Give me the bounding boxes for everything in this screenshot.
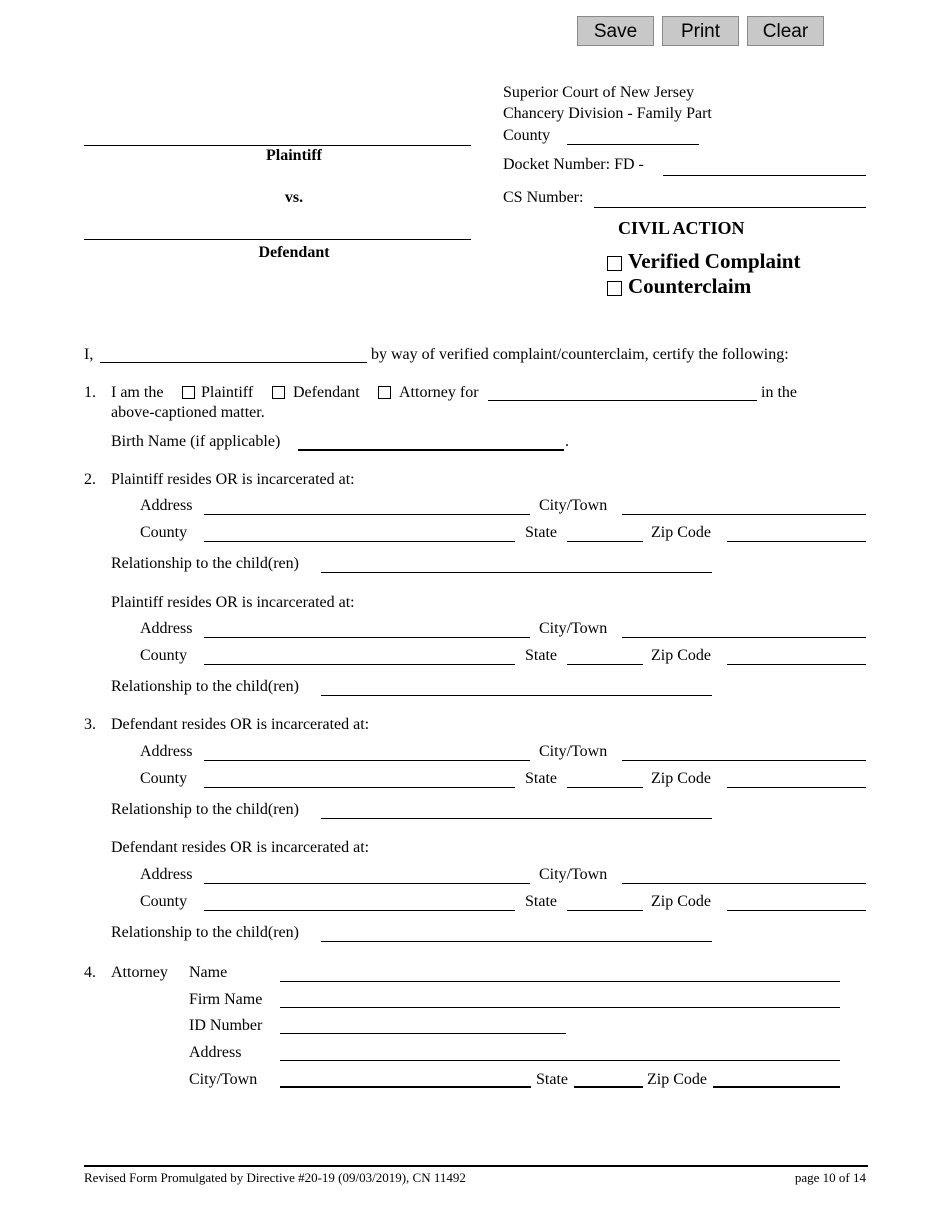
d1-state-field[interactable] [567, 787, 643, 788]
verified-complaint-checkbox[interactable] [607, 256, 622, 271]
d2-relationship-field[interactable] [321, 941, 712, 942]
item1-iam: I am the [111, 384, 164, 401]
vs-label: vs. [284, 189, 304, 206]
cs-label: CS Number: [503, 189, 584, 206]
item1-plaintiff-label: Plaintiff [201, 384, 254, 401]
p2-relationship-label: Relationship to the child(ren) [111, 678, 299, 695]
d1-zip-label: Zip Code [651, 770, 711, 787]
counterclaim-checkbox[interactable] [607, 281, 622, 296]
d2-city-label: City/Town [539, 866, 608, 883]
item3-heading: Defendant resides OR is incarcerated at: [111, 716, 370, 733]
p1-county-field[interactable] [204, 541, 515, 542]
plaintiff-checkbox[interactable] [182, 386, 195, 399]
p1-city-field[interactable] [622, 514, 866, 515]
attorney-for-field[interactable] [488, 400, 757, 401]
footer-revision: Revised Form Promulgated by Directive #20-19 (09/03/2019), CN 11492 [84, 1170, 466, 1185]
d2-city-field[interactable] [622, 883, 866, 884]
attorney-checkbox[interactable] [378, 386, 391, 399]
county-label: County [503, 127, 551, 144]
attorney-state-label: State [536, 1071, 568, 1088]
defendant-name-field[interactable] [84, 239, 471, 240]
item2-heading: Plaintiff resides OR is incarcerated at: [111, 471, 355, 488]
item4-number: 4. [84, 964, 96, 981]
p1-address-field[interactable] [204, 514, 530, 515]
verified-complaint-label: Verified Complaint [628, 249, 801, 273]
d2-zip-label: Zip Code [651, 893, 711, 910]
attorney-id-field[interactable] [280, 1033, 566, 1034]
item1-in-the: in the [761, 384, 797, 401]
d1-relationship-label: Relationship to the child(ren) [111, 801, 299, 818]
p2-relationship-field[interactable] [321, 695, 712, 696]
cs-number-field[interactable] [594, 207, 866, 208]
p1-address-label: Address [140, 497, 193, 514]
print-button[interactable]: Print [662, 16, 739, 46]
attorney-zip-field[interactable] [713, 1086, 840, 1088]
attorney-address-field[interactable] [280, 1060, 840, 1061]
attorney-city-field[interactable] [280, 1086, 531, 1088]
footer-divider [84, 1165, 868, 1167]
court-county-field[interactable] [567, 144, 699, 145]
d2-address-field[interactable] [204, 883, 530, 884]
defendant-label: Defendant [258, 244, 330, 261]
item1-number: 1. [84, 384, 96, 401]
intro-text: by way of verified complaint/counterclaim, certify the following: [371, 346, 789, 363]
d1-address-label: Address [140, 743, 193, 760]
defendant-checkbox[interactable] [272, 386, 285, 399]
item2-heading-second: Plaintiff resides OR is incarcerated at: [111, 594, 355, 611]
item1-defendant-label: Defendant [293, 384, 360, 401]
attorney-id-label: ID Number [189, 1017, 263, 1034]
p1-state-field[interactable] [567, 541, 643, 542]
p2-city-field[interactable] [622, 637, 866, 638]
item3-number: 3. [84, 716, 96, 733]
attorney-zip-label: Zip Code [647, 1071, 707, 1088]
attorney-firm-label: Firm Name [189, 991, 263, 1008]
birth-name-field[interactable] [298, 449, 564, 451]
plaintiff-label: Plaintiff [266, 147, 322, 164]
d1-state-label: State [525, 770, 557, 787]
p1-city-label: City/Town [539, 497, 608, 514]
p1-zip-label: Zip Code [651, 524, 711, 541]
p2-zip-field[interactable] [727, 664, 866, 665]
court-name: Superior Court of New Jersey [503, 84, 695, 101]
d1-city-label: City/Town [539, 743, 608, 760]
d1-relationship-field[interactable] [321, 818, 712, 819]
counterclaim-label: Counterclaim [628, 274, 752, 298]
p2-address-label: Address [140, 620, 193, 637]
p2-state-field[interactable] [567, 664, 643, 665]
docket-label: Docket Number: FD - [503, 156, 644, 173]
p2-county-field[interactable] [204, 664, 515, 665]
d2-county-field[interactable] [204, 910, 515, 911]
attorney-name-label: Name [189, 964, 228, 981]
save-button[interactable]: Save [577, 16, 654, 46]
attorney-state-field[interactable] [574, 1086, 643, 1088]
d2-relationship-label: Relationship to the child(ren) [111, 924, 299, 941]
p2-address-field[interactable] [204, 637, 530, 638]
p2-state-label: State [525, 647, 557, 664]
birth-name-label: Birth Name (if applicable) [111, 433, 281, 450]
p1-zip-field[interactable] [727, 541, 866, 542]
d1-county-label: County [140, 770, 188, 787]
intro-i: I, [84, 346, 94, 363]
plaintiff-name-field[interactable] [84, 145, 471, 146]
p2-county-label: County [140, 647, 188, 664]
item3-heading-second: Defendant resides OR is incarcerated at: [111, 839, 370, 856]
clear-button[interactable]: Clear [747, 16, 824, 46]
p2-city-label: City/Town [539, 620, 608, 637]
civil-action-title: CIVIL ACTION [618, 218, 745, 238]
d1-zip-field[interactable] [727, 787, 866, 788]
footer-page-number: page 10 of 14 [794, 1170, 866, 1185]
item4-attorney-label: Attorney [111, 964, 168, 981]
p2-zip-label: Zip Code [651, 647, 711, 664]
p1-relationship-label: Relationship to the child(ren) [111, 555, 299, 572]
p1-county-label: County [140, 524, 188, 541]
item1-attorney-label: Attorney for [399, 384, 479, 401]
p1-state-label: State [525, 524, 557, 541]
d2-zip-field[interactable] [727, 910, 866, 911]
d1-address-field[interactable] [204, 760, 530, 761]
attorney-name-field[interactable] [280, 981, 840, 982]
d1-county-field[interactable] [204, 787, 515, 788]
court-division: Chancery Division - Family Part [503, 105, 712, 122]
birth-name-period: . [565, 433, 569, 450]
d2-county-label: County [140, 893, 188, 910]
d1-city-field[interactable] [622, 760, 866, 761]
d2-state-label: State [525, 893, 557, 910]
attorney-city-label: City/Town [189, 1071, 258, 1088]
item2-number: 2. [84, 471, 96, 488]
attorney-firm-field[interactable] [280, 1007, 840, 1008]
item1-matter: above-captioned matter. [111, 404, 265, 421]
d2-address-label: Address [140, 866, 193, 883]
docket-number-field[interactable] [663, 175, 866, 176]
certifier-name-field[interactable] [100, 362, 367, 363]
attorney-address-label: Address [189, 1044, 242, 1061]
d2-state-field[interactable] [567, 910, 643, 911]
p1-relationship-field[interactable] [321, 572, 712, 573]
